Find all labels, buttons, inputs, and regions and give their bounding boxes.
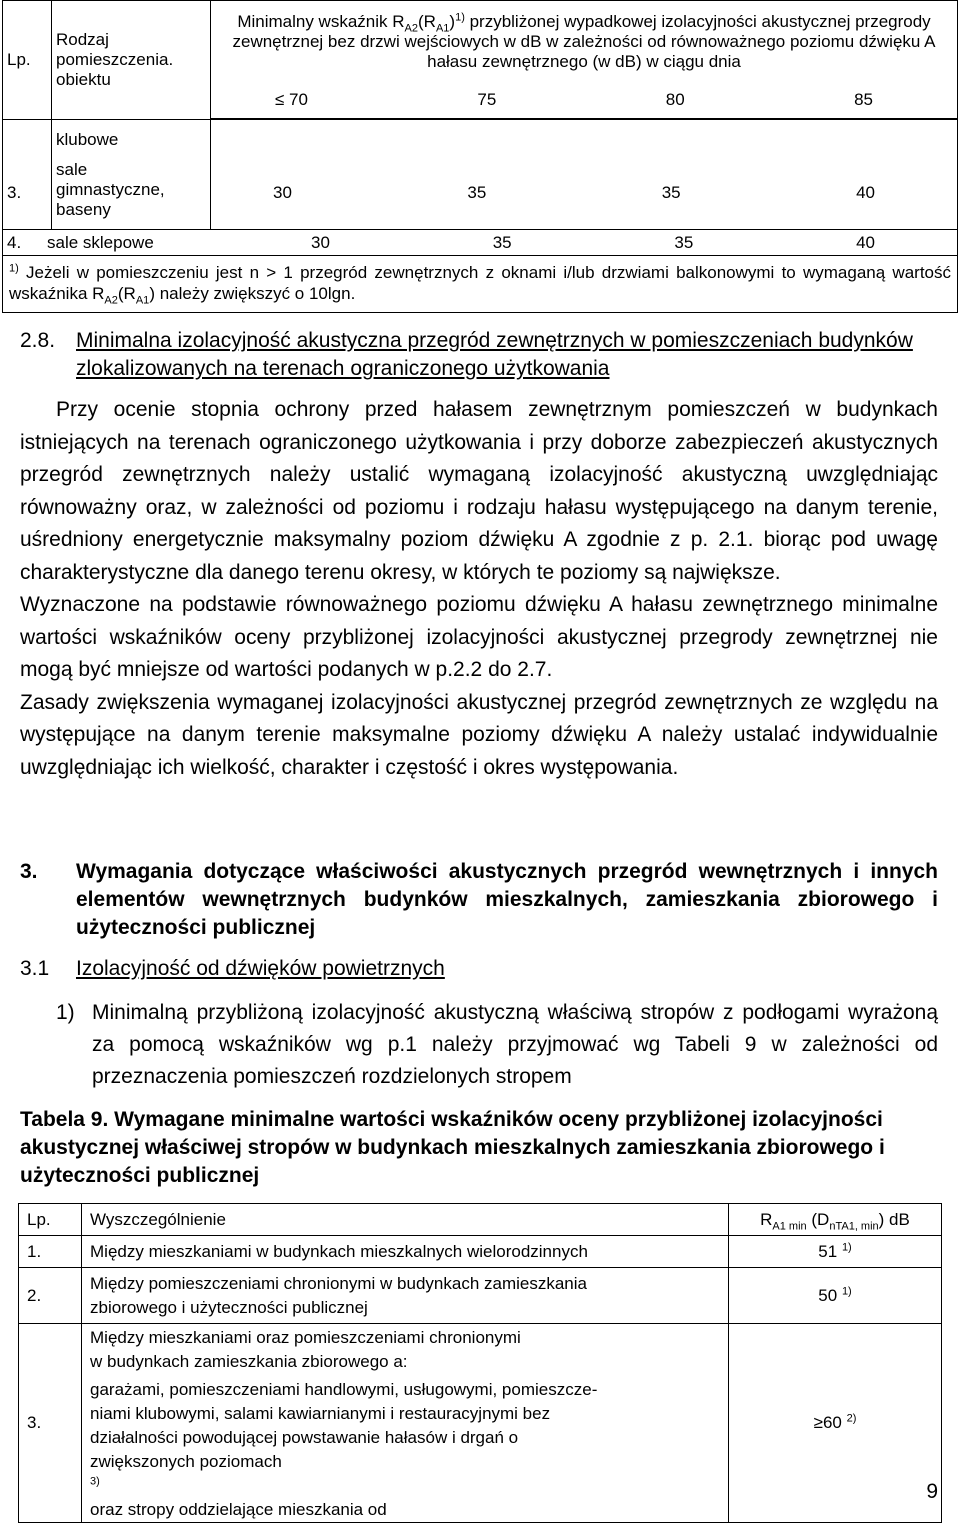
row-number: 4. xyxy=(7,232,22,252)
section-title: Minimalna izolacyjność akustyczna przegród zewnętrznych w pomieszczeniach budynków zlokalizowanych na terenach ograniczonego użytkowania xyxy=(76,329,913,380)
row-values xyxy=(211,120,958,230)
row-value: 51 $^{1)}$ xyxy=(729,1236,942,1268)
row-value: 50 $^{1)}$ xyxy=(729,1268,942,1324)
value-cell: 30 xyxy=(273,183,292,202)
list-item-text: Minimalną przybliżoną izolacyjność akustyczną właściwą stropów z podłogami wyrażoną za pomocą wskaźników wg p.1 należy przyjmować wg Tabeli 9 w zależności od przeznaczenia pomieszczeń rozdzielonych stropem xyxy=(92,1001,938,1088)
table-footnote: $^{1)}$ Jeżeli w pomieszczeniu jest n > 1 przegród zewnętrznych z oknami i/lub drzwiami balkonowymi to wymaganą wartość wskaźnika $R_{A2}(R_{A1})$ należy zwiększyć o 10lgn. xyxy=(3,256,958,313)
value-cell: 40 xyxy=(856,232,875,252)
table-row xyxy=(19,1236,942,1268)
row-number: 3. xyxy=(19,1324,82,1523)
noise-level: 75 xyxy=(477,89,497,109)
section-number: 2.8. xyxy=(20,329,56,352)
list-item-number: 1) xyxy=(56,1001,75,1024)
noise-level: 80 xyxy=(665,89,685,109)
value-cell: 35 xyxy=(492,232,512,252)
paragraph: Zasady zwiększenia wymaganej izolacyjności akustycznej przegród zewnętrznych ze względu na występujące na danym terenie maksymalne poziomy dźwięku A należy ustalać indywidualnie uwzględniając ich wielkość, charakter i częstość i okres występowania. xyxy=(20,690,938,779)
row-value: ≥60 $^{2)}$ xyxy=(729,1324,942,1523)
value-cell: 35 xyxy=(467,183,487,202)
table-header-lp: Lp. xyxy=(19,1204,82,1236)
table-row xyxy=(19,1268,942,1324)
noise-level: 85 xyxy=(854,89,873,109)
table-row xyxy=(3,230,958,256)
row-type: sale sklepowe xyxy=(47,232,154,252)
table-header-description: Minimalny wskaźnik $R_{A2}(R_{A1})^{1)}$ przybliżonej wypadkowej izolacyjności akustycznej przegrody zewnętrznej bez drzwi wejściowych w dB w zależności od równoważnego poziomu dźwięku A hałasu zewnętrznego (w dB) w ciągu dnia ≤ 70 75 80 85 xyxy=(211,1,958,119)
table-row xyxy=(19,1324,942,1523)
value-cell: 35 xyxy=(661,183,681,202)
row-number: 2. xyxy=(19,1268,82,1324)
section-title: Izolacyjność od dźwięków powietrznych xyxy=(76,957,445,980)
section-number: 3.1 xyxy=(20,957,50,980)
row-type: klubowe sale gimnastyczne, baseny xyxy=(52,120,211,230)
insulation-table-top xyxy=(2,0,958,313)
paragraph: Przy ocenie stopnia ochrony przed hałasem zewnętrznym pomieszczeń w budynkach istniejących na terenach ograniczonego użytkowania i przy doborze zabezpieczeń akustycznych przegród zewnętrznych należy ustalić wymaganą izolacyjność akustyczną uwzględniając równoważny oraz, w zależności od poziomu i rodzaju hałasu występującego na danym terenie, uśredniony energetycznie maksymalny poziom dźwięku A zgodnie z p. 2.1. biorąc pod uwagę charakterystyczne dla danego terenu okresy, w których te poziomy są największe. xyxy=(20,398,938,584)
header-type-line: Rodzaj xyxy=(56,30,109,49)
table-footnote-row xyxy=(3,256,958,313)
noise-level: ≤ 70 xyxy=(275,89,308,109)
row-description: Między mieszkaniami oraz pomieszczeniami chronionymi w budynkach zamieszkania zbiorowego a: garażami, pomieszczeniami handlowymi, usługowymi, pomieszcze- niami klubowymi, salami kawiarnianymi i restauracyjnymi bez działalności powodującej powstawanie hałasów i drgań o zwiększonych poziomach $^{3)}$ oraz stropy oddzielające mieszkania od xyxy=(82,1324,729,1523)
paragraph: Wyznaczone na podstawie równoważnego poziomu dźwięku A hałasu zewnętrznego minimalne wartości wskaźników oceny przybliżonej izolacyjności akustycznej przegrody zewnętrznej nie mogą być mniejsze od wartości podanych w p.2.2 do 2.7. xyxy=(20,593,938,681)
value-cell: 30 xyxy=(311,232,330,252)
row-description: Między pomieszczeniami chronionymi w budynkach zamieszkania zbiorowego i użyteczności publicznej xyxy=(82,1268,729,1324)
row-number: 3. xyxy=(3,120,52,230)
section-2-8-heading xyxy=(20,327,938,383)
row-number: 1. xyxy=(19,1236,82,1268)
header-type-line: obiektu xyxy=(56,70,111,89)
value-cell: 35 xyxy=(674,232,694,252)
table-row xyxy=(3,120,958,230)
page-number: 9 xyxy=(926,1480,938,1503)
row-description: Między mieszkaniami w budynkach mieszkalnych wielorodzinnych xyxy=(82,1236,729,1268)
table-header-lp: Lp. xyxy=(3,1,52,120)
section-2-8-body xyxy=(20,394,938,784)
noise-levels-row xyxy=(217,90,951,110)
table-header-value: $R_{A1 min}$ $(D_{nTA1, min})$ dB xyxy=(729,1204,942,1236)
section-title: Wymagania dotyczące właściwości akustycznych przegród wewnętrznych i innych elementów wewnętrznych budynków mieszkalnych, zamieszkania zbiorowego i użyteczności publicznej xyxy=(76,860,938,939)
value-cell: 40 xyxy=(856,183,875,202)
table9 xyxy=(18,1203,942,1523)
table-header-row xyxy=(19,1204,942,1236)
table-header-type xyxy=(52,1,211,120)
header-type-line: pomieszczenia. xyxy=(56,50,174,69)
section-3-1-heading xyxy=(20,955,938,983)
section-number: 3. xyxy=(20,860,38,883)
table9-title: Tabela 9. Wymagane minimalne wartości wskaźników oceny przybliżonej izolacyjności akustycznej właściwej stropów w budynkach mieszkalnych zamieszkania zbiorowego i użyteczności publicznej xyxy=(20,1108,885,1187)
table-header-desc: Wyszczególnienie xyxy=(82,1204,729,1236)
section-3-heading xyxy=(20,858,938,942)
list-item xyxy=(56,997,938,1093)
